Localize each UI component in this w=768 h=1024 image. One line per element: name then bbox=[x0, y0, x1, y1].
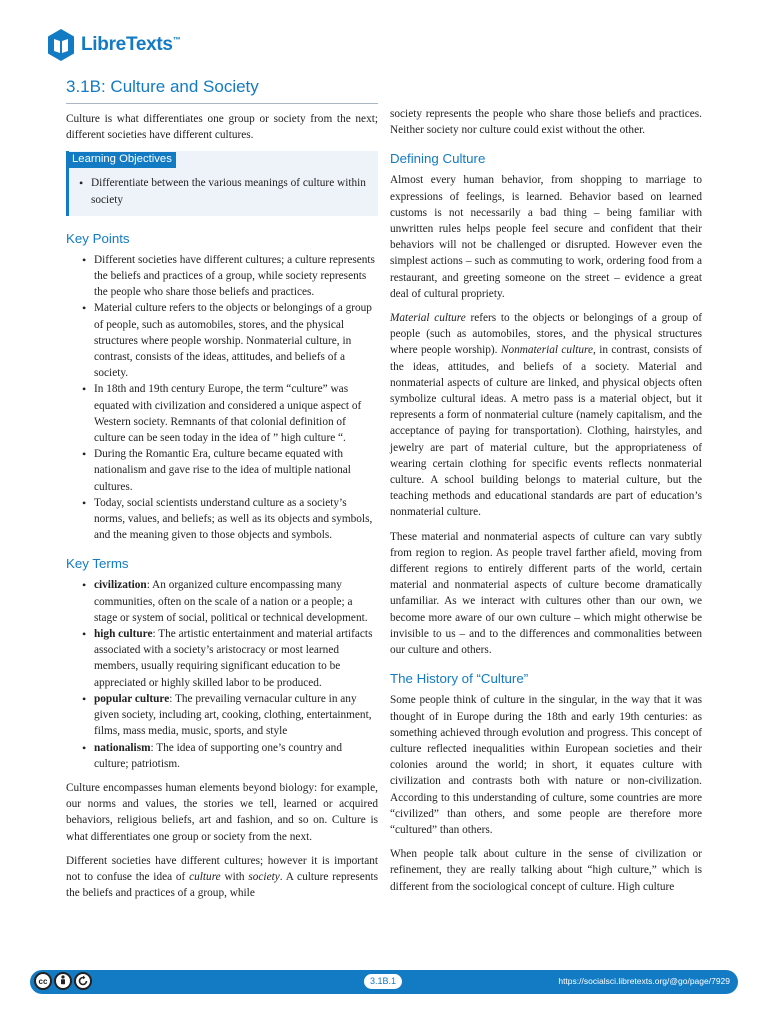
list-item: • Differentiate between the various meanings of culture within society bbox=[79, 175, 370, 207]
license-badge[interactable] bbox=[34, 972, 94, 990]
key-points-list bbox=[66, 252, 378, 544]
title-divider bbox=[66, 103, 378, 104]
cc-icon: cc bbox=[34, 972, 52, 990]
intro-paragraph: Culture is what differentiates one group or society from the next; different societies have different cultures. bbox=[66, 113, 378, 142]
body-paragraph: Different societies have different cultures; however it is important not to confuse the idea of culture with society. A culture represents the beliefs and practices of a group, while bbox=[66, 854, 379, 900]
term: popular culture bbox=[94, 692, 170, 705]
body-paragraph: When people talk about culture in the sense of civilization or refinement, they are really talking about “high culture,” which is different from the sociological concept of culture. High culture bbox=[390, 848, 702, 893]
body-paragraph: Material culture refers to the objects or belongings of a group of people (such as automobiles, stores, and the physical structures where people worship). Nonmaterial culture, in contrast, consists of the ideas, attitudes, and beliefs of a society. Material and nonmaterial aspects of culture are linked, and physical objects often symbolize cultural ideas. A metro pass is a material object, but it represents a form of nonmaterial culture (namely capitalism, and the acceptance of paying for transportation). Clothing, hairstyles, and jewelry are part of material culture, but the appropriateness of wearing certain clothing for specific events reflects nonmaterial culture. A school building belongs to material culture, but the teaching methods and educational standards are part of education’s nonmaterial culture. bbox=[390, 312, 703, 519]
key-terms-list bbox=[66, 577, 378, 771]
list-item: • During the Romantic Era, culture became equated with nationalism and gave rise to the idea of multiple national cultures. bbox=[82, 446, 378, 495]
term: civilization bbox=[94, 579, 147, 592]
libretexts-logo[interactable] bbox=[46, 28, 180, 62]
term: high culture bbox=[94, 628, 153, 641]
learning-objectives-label: Learning Objectives bbox=[69, 152, 176, 168]
body-paragraph: Culture encompasses human elements beyond biology: for example, our norms and values, the stories we tell, learned or acquired behaviors, religious beliefs, art and fashion, and so on. Culture is what differentiates one group or society from the next. bbox=[66, 781, 378, 843]
key-term-item bbox=[82, 740, 378, 772]
list-item: • Material culture refers to the objects or belongings of a group of people, such as automobiles, stores, and the physical structures where people worship. Nonmaterial culture, in contrast, consists of the ideas, attitudes, and beliefs of a society. bbox=[82, 300, 378, 381]
left-column bbox=[66, 105, 378, 909]
key-term-item bbox=[82, 626, 378, 691]
list-item: • Different societies have different cultures; a culture represents the beliefs and practices of a group, while society represents the people who share those beliefs and practices. bbox=[82, 252, 378, 301]
page-url-link[interactable]: https://socialsci.libretexts.org/@go/page/7929 bbox=[558, 976, 730, 986]
key-term-item bbox=[82, 691, 378, 740]
history-heading: The History of “Culture” bbox=[390, 671, 529, 687]
page-title: 3.1B: Culture and Society bbox=[66, 77, 259, 96]
key-terms-heading: Key Terms bbox=[66, 556, 129, 572]
logo-text: LibreTexts™ bbox=[81, 34, 181, 55]
libretexts-logo-icon bbox=[46, 28, 76, 62]
key-points-heading: Key Points bbox=[66, 230, 130, 246]
learning-objectives-list bbox=[69, 175, 370, 207]
sa-icon bbox=[74, 972, 92, 990]
list-item: • In 18th and 19th century Europe, the term “culture” was equated with civilization and considered a unique aspect of Western society. Remnants of that colonial definition of culture can be seen today in the idea of ” high culture “. bbox=[82, 381, 378, 446]
body-paragraph: These material and nonmaterial aspects of culture can vary subtly from region to region. As people travel farther afield, moving from different regions to entirely different parts of the world, certain material and nonmaterial aspects of culture become dramatically unfamiliar. As we interact with cultures other than our own, we become more aware of our own culture – which might otherwise be invisible to us – and to the differences and commonalities between our culture and others. bbox=[390, 530, 702, 657]
list-item: • Today, social scientists understand culture as a society’s norms, values, and beliefs; as well as its objects and symbols, and the meaning given to those objects and symbols. bbox=[82, 495, 378, 544]
term-definition: : The prevailing vernacular culture in any given society, including art, cooking, clothing, entertainment, films, mass media, music, sports, and style bbox=[94, 692, 372, 738]
key-term-item bbox=[82, 577, 378, 626]
term-definition: : An organized culture encompassing many communities, often on the scale of a nation or a people; a stage or system of social, political or technical development. bbox=[94, 579, 368, 624]
by-icon bbox=[54, 972, 72, 990]
learning-objectives-box bbox=[66, 151, 378, 215]
right-column bbox=[390, 105, 702, 903]
body-paragraph: society represents the people who share those beliefs and practices. Neither society nor culture could exist without the other. bbox=[390, 108, 702, 137]
defining-culture-heading: Defining Culture bbox=[390, 151, 486, 167]
term-definition: : The artistic entertainment and material artifacts associated with a society’s aristocracy or most learned members, usually requiring significant education to be appreciated or highly skilled labor to be produced. bbox=[94, 628, 373, 689]
page-number: 3.1B.1 bbox=[364, 974, 402, 989]
term: nationalism bbox=[94, 741, 151, 754]
body-paragraph: Almost every human behavior, from shopping to marriage to expressions of feelings, is learned. Behavior based on learned customs is not necessarily a bad thing – being familiar with unwritten rules helps people feel secure and confident that their behaviors will not be challenged or disrupted. However even the simplest actions – such as commuting to work, ordering food from a restaurant, and greeting someone on the street – evidence a great deal of cultural propriety. bbox=[390, 174, 702, 300]
body-paragraph: Some people think of culture in the singular, in the way that it was thought of in Europe during the 18th and early 19th centuries: as something achieved through evolution and progress. This concept of culture reflected inequalities within European societies and their colonies around the world; in short, it equates culture with civilization and contrasts both with nature or non-civilization. According to this understanding of culture, some countries are more “civilized” than others, and some people are therefore more “cultured” than others. bbox=[390, 694, 702, 836]
term-definition: : The idea of supporting one’s country and culture; patriotism. bbox=[94, 741, 342, 770]
